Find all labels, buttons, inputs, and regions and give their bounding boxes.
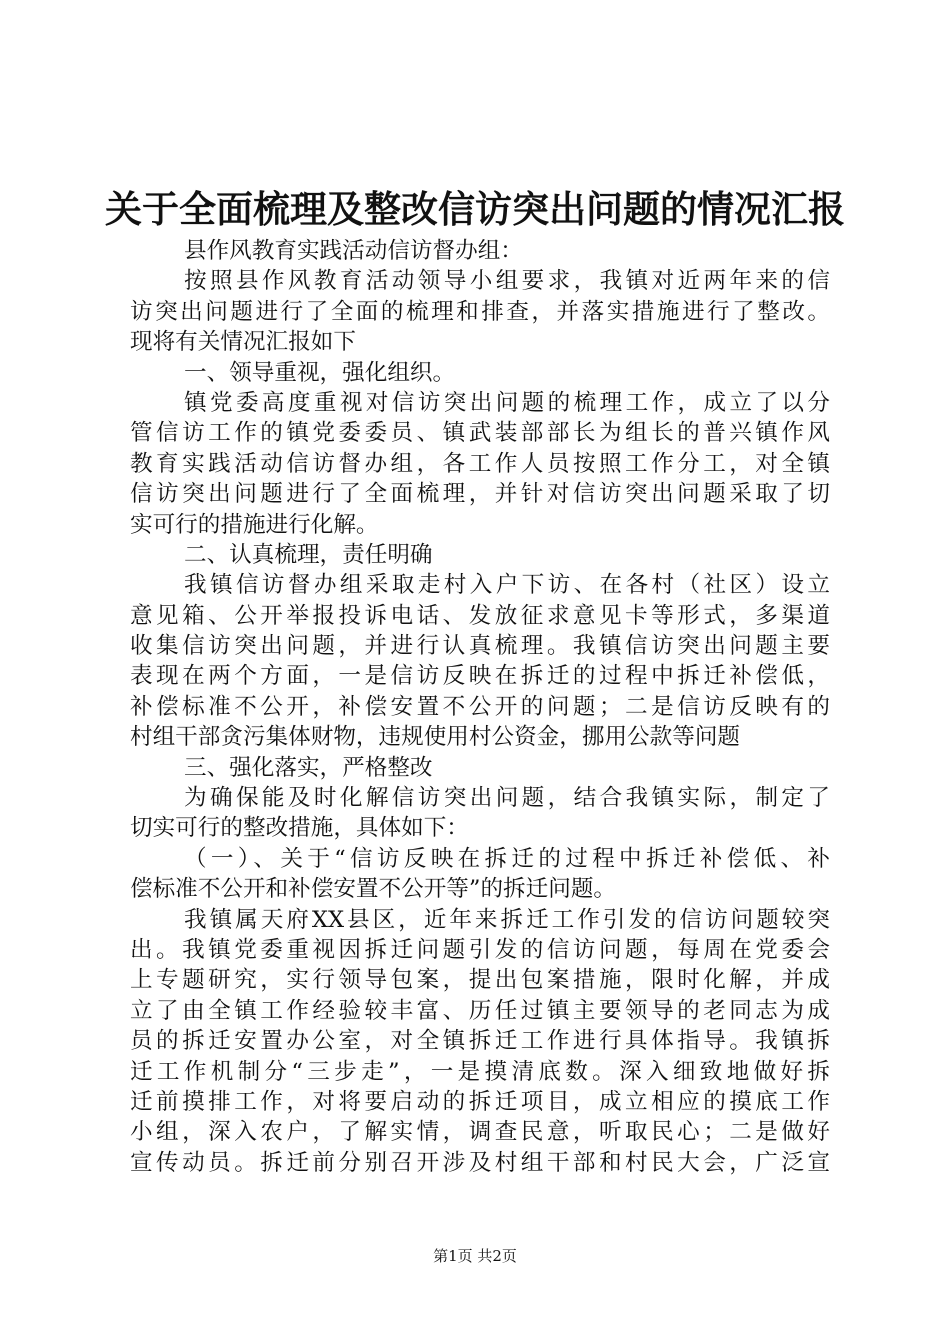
- paragraph-line: 镇党委高度重视对信访突出问题的梳理工作，成立了以分: [184, 389, 830, 416]
- document-title: 关于全面梳理及整改信访突出问题的情况汇报: [105, 188, 845, 231]
- page-number-footer: 第1页 共2页: [433, 1247, 517, 1265]
- paragraph-line: 补偿标准不公开，补偿安置不公开的问题；二是信访反映有的: [130, 693, 830, 720]
- paragraph-line: 我镇属天府XX县区，近年来拆迁工作引发的信访问题较突: [184, 906, 830, 933]
- document-body: [130, 236, 830, 1178]
- paragraph-line: 表现在两个方面，一是信访反映在拆迁的过程中拆迁补偿低，: [130, 663, 830, 690]
- section-heading: 二、认真梳理，责任明确: [184, 541, 433, 568]
- paragraph-line: 小组，深入农户，了解实情，调查民意，听取民心；二是做好: [130, 1119, 830, 1146]
- paragraph-line: 出。我镇党委重视因拆迁问题引发的信访问题，每周在党委会: [130, 936, 830, 963]
- section-heading: 一、领导重视，强化组织。: [184, 359, 456, 386]
- paragraph-line: 管信访工作的镇党委委员、镇武装部部长为组长的普兴镇作风: [130, 420, 830, 447]
- subsection-heading: （一）、关于“信访反映在拆迁的过程中拆迁补偿低、补: [184, 845, 830, 872]
- section-heading: 三、强化落实，严格整改: [184, 754, 433, 781]
- salutation-line: 县作风教育实践活动信访督办组：: [184, 238, 523, 264]
- subsection-heading: 偿标准不公开和补偿安置不公开等”的拆迁问题。: [130, 876, 617, 903]
- paragraph-line: 上专题研究，实行领导包案，提出包案措施，限时化解，并成: [130, 967, 830, 994]
- paragraph-line: 迁前摸排工作，对将要启动的拆迁项目，成立相应的摸底工作: [130, 1088, 830, 1115]
- paragraph-line: 立了由全镇工作经验较丰富、历任过镇主要领导的老同志为成: [130, 997, 830, 1024]
- paragraph-line: 教育实践活动信访督办组，各工作人员按照工作分工，对全镇: [130, 450, 830, 477]
- paragraph-line: 员的拆迁安置办公室，对全镇拆迁工作进行具体指导。我镇拆: [130, 1028, 830, 1055]
- paragraph-line: 村组干部贪污集体财物，违规使用村公资金，挪用公款等问题: [130, 724, 741, 751]
- paragraph-line: 收集信访突出问题，并进行认真梳理。我镇信访突出问题主要: [130, 633, 830, 660]
- paragraph-line: 我镇信访督办组采取走村入户下访、在各村（社区）设立: [184, 572, 830, 599]
- paragraph-line: 访突出问题进行了全面的梳理和排查，并落实措施进行了整改。: [130, 298, 830, 325]
- paragraph-line: 切实可行的整改措施，具体如下：: [130, 815, 469, 842]
- paragraph-line: 按照县作风教育活动领导小组要求，我镇对近两年来的信: [184, 268, 830, 295]
- paragraph-line: 宣传动员。拆迁前分别召开涉及村组干部和村民大会，广泛宣: [130, 1149, 830, 1176]
- paragraph-line: 实可行的措施进行化解。: [130, 511, 379, 538]
- paragraph-line: 信访突出问题进行了全面梳理，并针对信访突出问题采取了切: [130, 481, 830, 508]
- paragraph-line: 现将有关情况汇报如下: [130, 329, 356, 356]
- paragraph-line: 为确保能及时化解信访突出问题，结合我镇实际，制定了: [184, 785, 830, 812]
- paragraph-line: 迁工作机制分“三步走”，一是摸清底数。深入细致地做好拆: [130, 1058, 830, 1085]
- paragraph-line: 意见箱、公开举报投诉电话、发放征求意见卡等形式，多渠道: [130, 602, 830, 629]
